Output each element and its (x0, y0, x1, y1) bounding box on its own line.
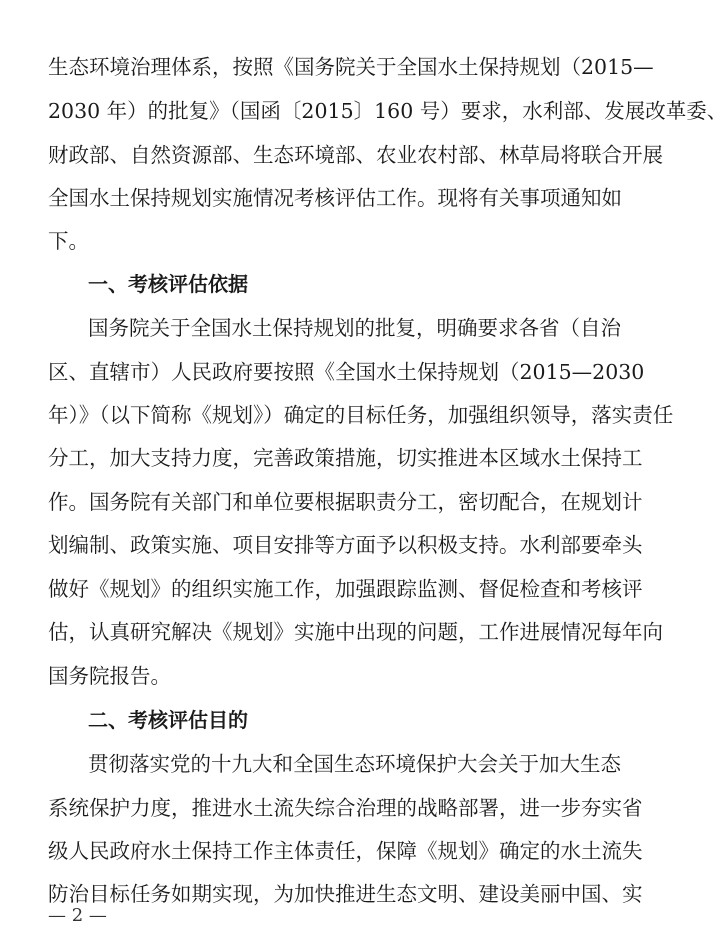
text-line: 年）》（以下简称《规划》）确定的目标任务，加强组织领导，落实责任 (48, 403, 674, 427)
text-line: 2030 年）的批复》（国函〔2015〕160 号）要求，水利部、发展改革委、 (48, 99, 727, 123)
text-line: 作。国务院有关部门和单位要根据职责分工，密切配合，在规划计 (48, 490, 643, 514)
text-line: 国务院关于全国水土保持规划的批复，明确要求各省（自治 (88, 316, 621, 340)
text-line: 级人民政府水土保持工作主体责任，保障《规划》确定的水土流失 (48, 839, 643, 863)
text-line: 划编制、政策实施、项目安排等方面予以积极支持。水利部要牵头 (48, 533, 643, 557)
text-line: 财政部、自然资源部、生态环境部、农业农村部、林草局将联合开展 (48, 143, 663, 167)
text-line: 系统保护力度，推进水土流失综合治理的战略部署，进一步夯实省 (48, 796, 643, 820)
text-line: 国务院报告。 (48, 664, 171, 688)
text-line: 做好《规划》的组织实施工作，加强跟踪监测、督促检查和考核评 (48, 577, 643, 601)
text-line: 下。 (48, 229, 89, 253)
text-line: 分工，加大支持力度，完善政策措施，切实推进本区域水土保持工 (48, 446, 643, 470)
section-heading: 一、考核评估依据 (88, 272, 248, 296)
section-heading: 二、考核评估目的 (88, 708, 248, 732)
text-line: 贯彻落实党的十九大和全国生态环境保护大会关于加大生态 (88, 752, 621, 776)
text-line: 全国水土保持规划实施情况考核评估工作。现将有关事项通知如 (48, 186, 622, 210)
text-line: 防治目标任务如期实现，为加快推进生态文明、建设美丽中国、实 (48, 882, 643, 906)
text-line: 生态环境治理体系，按照《国务院关于全国水土保持规划（2015— (48, 55, 654, 79)
text-line: 估，认真研究解决《规划》实施中出现的问题，工作进展情况每年向 (48, 620, 663, 644)
text-line: 区、直辖市）人民政府要按照《全国水土保持规划（2015—2030 (48, 360, 645, 384)
page-number: — 2 — (48, 905, 107, 926)
